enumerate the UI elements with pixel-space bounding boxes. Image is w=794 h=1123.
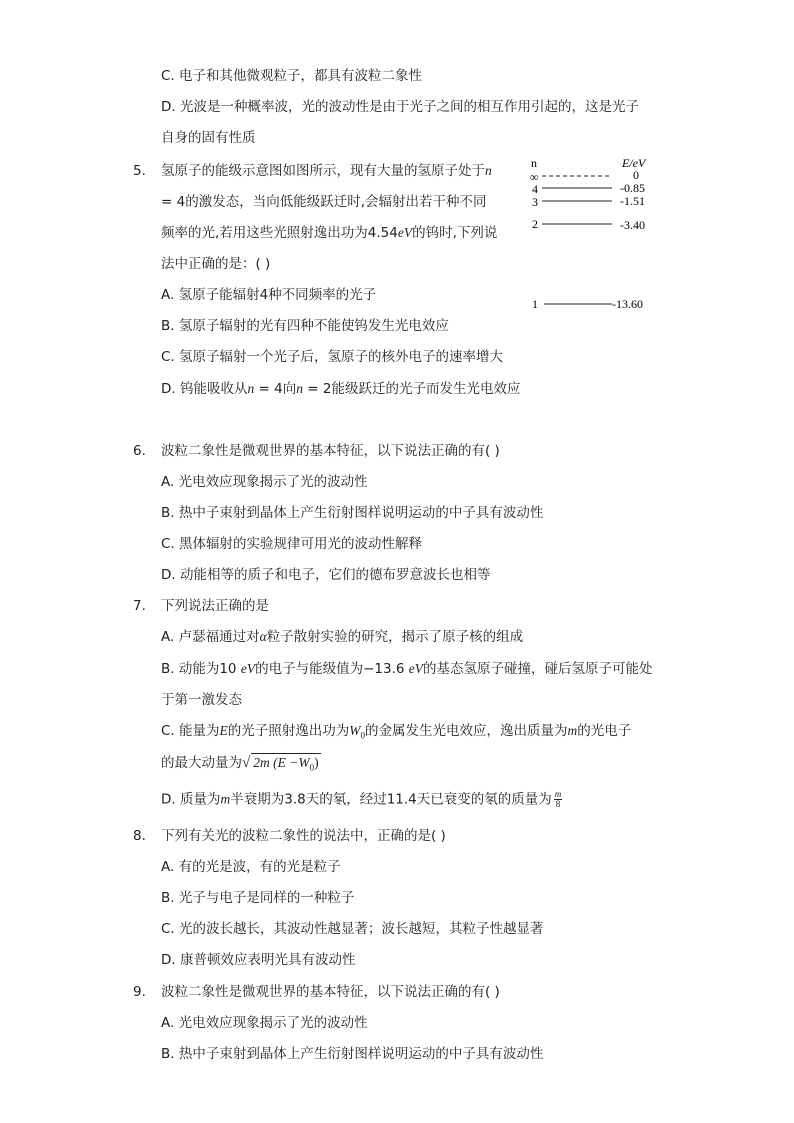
q7-option-b-continued: 于第一激发态	[161, 692, 242, 708]
diagram-n-header: n	[531, 156, 537, 170]
level-label-3: 3	[532, 195, 538, 209]
q5-stem-line1: 氢原子的能级示意图如图所示，现有大量的氢原子处于n	[161, 163, 492, 179]
q6-option-c: C. 黑体辐射的实验规律可用光的波动性解释	[161, 536, 423, 552]
q5-option-b: B. 氢原子辐射的光有四种不能使钨发生光电效应	[161, 318, 449, 334]
q4-option-c: C. 电子和其他微观粒子，都具有波粒二象性	[161, 68, 423, 84]
level-energy-1: -13.60	[612, 297, 643, 311]
q7-option-c: C. 能量为E的光子照射逸出功为$W_0$的金属发生光电效应，逸出质量为m的光电子	[161, 723, 632, 741]
q7-option-d: D. 质量为m半衰期为3.8天的氡，经过11.4天已衰变的氡的质量为 $\frac{m}{8}$	[161, 789, 562, 809]
q5-stem-line2: = 4的激发态，当向低能级跃迁时,会辐射出若干种不同	[161, 194, 487, 210]
q5-option-a: A. 氢原子能辐射4种不同频率的光子	[161, 287, 377, 303]
q7-option-a: A. 卢瑟福通过对α粒子散射实验的研究，揭示了原子核的组成	[161, 629, 524, 645]
q8-stem: 下列有关光的波粒二象性的说法中，正确的是( )	[161, 828, 446, 844]
q8-option-a: A. 有的光是波，有的光是粒子	[161, 859, 341, 875]
q8-number: 8.	[133, 828, 146, 844]
q6-option-a: A. 光电效应现象揭示了光的波动性	[161, 474, 368, 490]
energy-level-diagram	[525, 152, 675, 317]
q5-stem-line3: 频率的光,若用这些光照射逸出功为4.54eV的钨时,下列说	[161, 225, 498, 241]
q8-option-b: B. 光子与电子是同样的一种粒子	[161, 890, 355, 906]
q6-option-b: B. 热中子束射到晶体上产生衍射图样说明运动的中子具有波动性	[161, 505, 544, 521]
q8-option-c: C. 光的波长越长，其波动性越显著；波长越短，其粒子性越显著	[161, 921, 544, 937]
fraction-m-over-8: $\frac{m}{8}$	[554, 789, 562, 809]
level-label-inf: ∞	[530, 170, 539, 184]
level-energy-2: -3.40	[620, 218, 645, 232]
level-label-4: 4	[532, 182, 538, 196]
q4-option-d-continued: 自身的固有性质	[161, 130, 256, 146]
q5-option-c: C. 氢原子辐射一个光子后，氢原子的核外电子的速率增大	[161, 349, 504, 365]
q6-number: 6.	[133, 443, 146, 459]
q5-option-d: D. 钨能吸收从n = 4向n = 2能级跃迁的光子而发生光电效应	[161, 381, 521, 397]
q6-option-d: D. 动能相等的质子和电子，它们的德布罗意波长也相等	[161, 567, 491, 583]
q7-stem: 下列说法正确的是	[161, 598, 269, 614]
q9-stem: 波粒二象性是微观世界的基本特征，以下说法正确的有( )	[161, 984, 500, 1000]
level-energy-4: -0.85	[620, 181, 645, 195]
q9-option-a: A. 光电效应现象揭示了光的波动性	[161, 1015, 368, 1031]
level-label-1: 1	[532, 297, 538, 311]
sqrt-symbol: √	[242, 755, 251, 771]
sqrt-expression: 2m $(E -W_0)$	[251, 753, 320, 777]
level-label-2: 2	[532, 217, 538, 231]
q9-number: 9.	[133, 984, 146, 1000]
q8-option-d: D. 康普顿效应表明光具有波动性	[161, 952, 356, 968]
diagram-energy-header: E/eV	[622, 156, 646, 170]
q7-option-c-continued: 的最大动量为√ 2m $(E -W_0)$	[161, 753, 321, 777]
q7-option-b: B. 动能为10 eV的电子与能级值为−13.6 eV的基态氢原子碰撞，碰后氢原子可能处	[161, 661, 653, 677]
q5-stem-line4: 法中正确的是：( )	[161, 256, 271, 272]
q9-option-b: B. 热中子束射到晶体上产生衍射图样说明运动的中子具有波动性	[161, 1046, 544, 1062]
level-energy-3: -1.51	[620, 194, 645, 208]
level-energy-inf: 0	[633, 168, 639, 182]
q6-stem: 波粒二象性是微观世界的基本特征，以下说法正确的有( )	[161, 443, 500, 459]
q5-number: 5.	[133, 163, 146, 179]
q4-option-d: D. 光波是一种概率波，光的波动性是由于光子之间的相互作用引起的，这是光子	[161, 99, 639, 115]
q7-number: 7.	[133, 598, 146, 614]
